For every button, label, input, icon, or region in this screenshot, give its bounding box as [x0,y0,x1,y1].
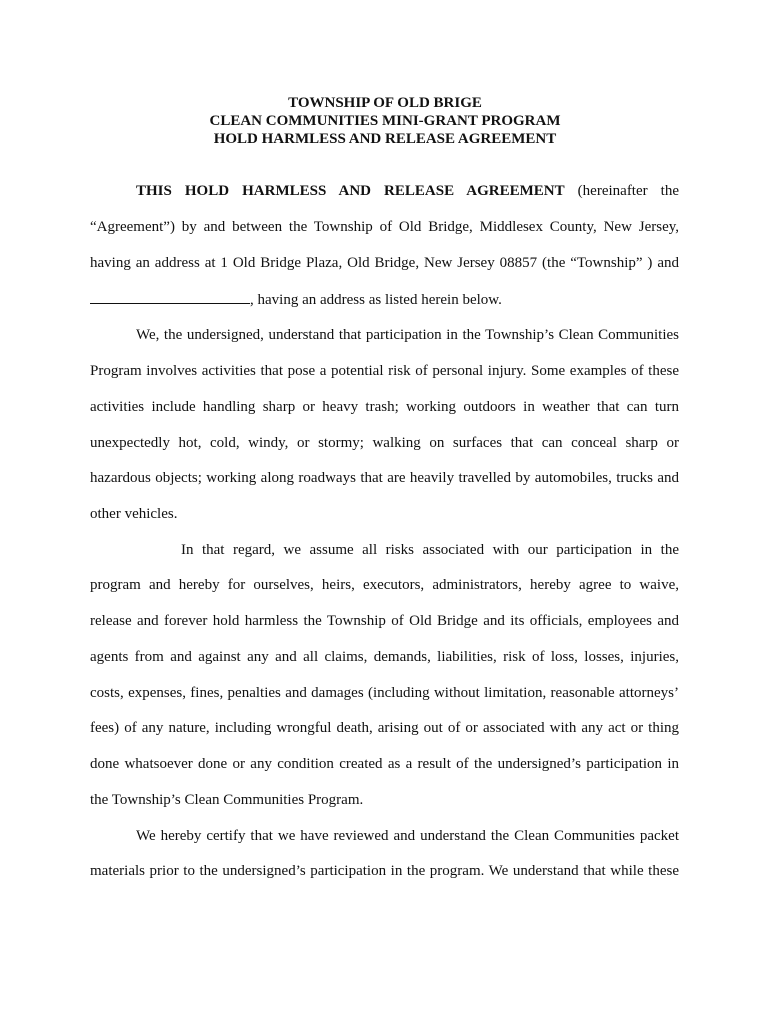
header-line-program: CLEAN COMMUNITIES MINI-GRANT PROGRAM [209,113,561,129]
paragraph-1-line-4 [90,290,502,309]
party-name-blank-field[interactable] [90,290,250,304]
paragraph-3-line-4: agents from and against any and all claims, demands, liabilities, risk of loss, losses, injuries, [90,649,679,665]
document-header [0,94,770,148]
paragraph-3-line-3: release and forever hold harmless the Township of Old Bridge and its officials, employees and [90,613,679,629]
paragraph-3-line-2: program and hereby for ourselves, heirs, executors, administrators, hereby agree to waive, [90,577,679,593]
paragraph-2-line-4: unexpectedly hot, cold, windy, or stormy; walking on surfaces that can conceal sharp or [90,435,679,451]
header-line-agreement: HOLD HARMLESS AND RELEASE AGREEMENT [213,131,557,147]
paragraph-1-line-1 [136,182,679,200]
paragraph-2-line-1: We, the undersigned, understand that participation in the Township’s Clean Communities [136,327,679,343]
agreement-title-suffix: (hereinafter the [564,183,679,199]
paragraph-3-line-1: In that regard, we assume all risks associated with our participation in the [181,542,679,558]
paragraph-3-line-7: done whatsoever done or any condition created as a result of the undersigned’s participation in [90,756,679,772]
paragraph-3-line-5: costs, expenses, fines, penalties and damages (including without limitation, reasonable attorneys’ [90,685,679,701]
paragraph-1-line-2: “Agreement”) by and between the Township of Old Bridge, Middlesex County, New Jersey, [90,219,679,235]
header-line-township: TOWNSHIP OF OLD BRIGE [288,95,482,111]
paragraph-2-line-2: Program involves activities that pose a potential risk of personal injury. Some examples of these [90,363,679,379]
agreement-title: THIS HOLD HARMLESS AND RELEASE AGREEMENT [136,183,565,199]
paragraph-2-line-5: hazardous objects; working along roadways that are heavily travelled by automobiles, trucks and [90,470,679,486]
paragraph-4-line-2: materials prior to the undersigned’s participation in the program. We understand that while these [90,863,679,879]
paragraph-2-line-6: other vehicles. [90,506,178,522]
paragraph-3-line-8: the Township’s Clean Communities Program. [90,792,364,808]
paragraph-2-line-3: activities include handling sharp or heavy trash; working outdoors in weather that can turn [90,399,679,415]
paragraph-3-line-6: fees) of any nature, including wrongful death, arising out of or associated with any act or thing [90,720,679,736]
party-address-text: , having an address as listed herein below. [250,292,502,308]
paragraph-1-line-3: having an address at 1 Old Bridge Plaza, Old Bridge, New Jersey 08857 (the “Township” ) and [90,255,679,271]
paragraph-4-line-1: We hereby certify that we have reviewed and understand the Clean Communities packet [136,828,679,844]
